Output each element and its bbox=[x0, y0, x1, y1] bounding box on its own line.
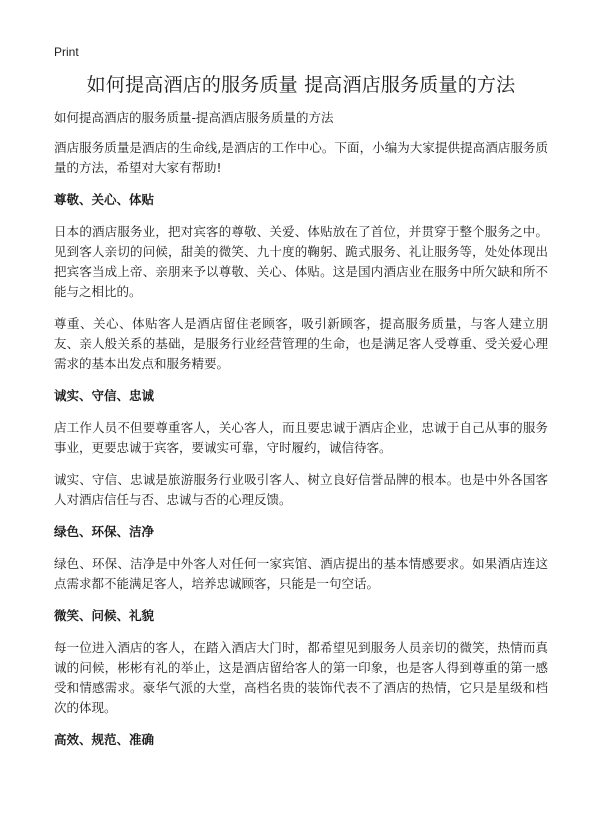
document-subtitle: 如何提高酒店的服务质量-提高酒店服务质量的方法 bbox=[54, 110, 334, 125]
section-heading-smile: 微笑、问候、礼貌 bbox=[54, 608, 155, 623]
section-paragraph: 店工作人员不但要尊重客人，关心客人，而且要忠诚于酒店企业，忠诚于自己从事的服务事业，更要忠诚于宾客，要诚实可靠，守时履约，诚信待客。 bbox=[54, 420, 548, 455]
section-paragraph: 日本的酒店服务业，把对宾客的尊敬、关爱、体贴放在了首位，并贯穿于整个服务之中。见到客人亲切的问候，甜美的微笑、九十度的鞠躬、跪式服务、礼让服务等，处处体现出把宾客当成上帝、亲朋来予以尊敬、关心、体贴。这是国内酒店业在服务中所欠缺和所不能与之相比的。 bbox=[54, 224, 548, 299]
section-paragraph: 诚实、守信、忠诚是旅游服务行业吸引客人、树立良好信誉品牌的根本。也是中外各国客人对酒店信任与否、忠诚与否的心理反馈。 bbox=[54, 472, 548, 507]
intro-paragraph: 酒店服务质量是酒店的生命线,是酒店的工作中心。下面，小编为大家提供提高酒店服务质量的方法，希望对大家有帮助! bbox=[54, 140, 548, 175]
section-heading-honesty: 诚实、守信、忠诚 bbox=[54, 388, 155, 403]
section-heading-green: 绿色、环保、洁净 bbox=[54, 524, 155, 539]
section-paragraph: 尊重、关心、体贴客人是酒店留住老顾客，吸引新顾客，提高服务质量，与客人建立朋友、亲人般关系的基础，是服务行业经营管理的生命，也是满足客人受尊重、受关爱心理需求的基本出发点和服务精要。 bbox=[54, 316, 548, 371]
section-heading-respect: 尊敬、关心、体贴 bbox=[54, 192, 155, 207]
section-paragraph: 绿色、环保、洁净是中外客人对任何一家宾馆、酒店提出的基本情感要求。如果酒店连这点需求都不能满足客人，培养忠诚顾客，只能是一句空话。 bbox=[54, 556, 548, 591]
print-label: Print bbox=[54, 45, 79, 59]
document-title: 如何提高酒店的服务质量 提高酒店服务质量的方法 bbox=[86, 74, 516, 96]
section-heading-efficiency: 高效、规范、准确 bbox=[54, 732, 155, 747]
section-paragraph: 每一位进入酒店的客人，在踏入酒店大门时，都希望见到服务人员亲切的微笑，热情而真诚的问候，彬彬有礼的举止，这是酒店留给客人的第一印象，也是客人得到尊重的第一感受和情感需求。豪华气派的大堂，高档名贵的装饰代表不了酒店的热情，它只是星级和档次的体现。 bbox=[54, 640, 548, 715]
